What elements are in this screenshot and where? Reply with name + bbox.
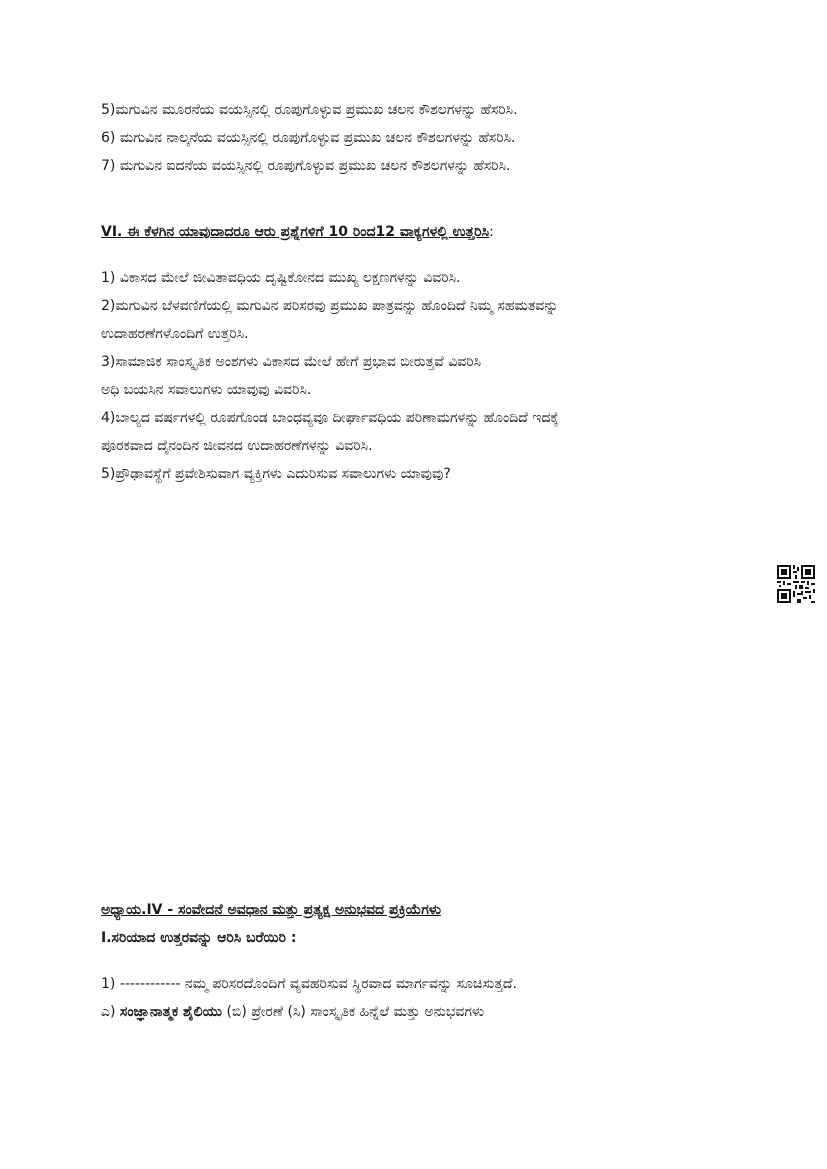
- question-line: ಅಧಿ ಬಯಸಿನ ಸವಾಲುಗಳು ಯಾವುವು ವಿವರಿಸಿ.: [101, 382, 312, 398]
- answer-options: [101, 1002, 484, 1022]
- question-line: 5)ಪ್ರೌಢಾವಸ್ಥೆಗೆ ಪ್ರವೇಶಿಸುವಾಗ ವ್ಯಕ್ತಿಗಳು ಎದುರಿಸುವ ಸವಾಲುಗಳು ಯಾವುವು?: [101, 466, 451, 482]
- section-vi-heading-text: VI. ಈ ಕೆಳಗಿನ ಯಾವುದಾದರೂ ಆರು ಪ್ರಶ್ನೆಗಳಿಗೆ 10 ರಿಂದ12 ವಾಕ್ಯಗಳಲ್ಲಿ ಉತ್ತರಿಸಿ: [101, 224, 490, 240]
- question-line: 2)ಮಗುವಿನ ಬೆಳವಣಿಗೆಯಲ್ಲಿ ಮಗುವಿನ ಪರಿಸರವು ಪ್ರಮುಖ ಪಾತ್ರವನ್ನು ಹೊಂದಿದೆ ನಿಮ್ಮ ಸಹಮತವನ್ನು: [101, 298, 559, 314]
- question-line: 6) ಮಗುವಿನ ನಾಲ್ಕನೆಯ ವಯಸ್ಸಿನಲ್ಲಿ ರೂಪುಗೊಳ್ಳುವ ಪ್ರಮುಖ ಚಲನ ಕೌಶಲಗಳನ್ನು ಹೆಸರಿಸಿ.: [101, 130, 516, 146]
- chapter-title: ಅಧ್ಯಾಯ.IV - ಸಂವೇದನೆ ಅವಧಾನ ಮತ್ತು ಪ್ರತ್ಯಕ್ಷ ಅನುಭವದ ಪ್ರಕ್ರಿಯೆಗಳು: [101, 902, 441, 918]
- question-line: 1) ------------ ನಮ್ಮ ಪರಿಸರದೊಂದಿಗೆ ವ್ಯವಹರಿಸುವ ಸ್ಥಿರವಾದ ಮಾರ್ಗವನ್ನು ಸೂಚಿಸುತ್ತದೆ.: [101, 976, 517, 992]
- option-a-prefix: ಎ): [101, 1004, 120, 1020]
- question-line: ಉದಾಹರಣೆಗಳೊಂದಿಗೆ ಉತ್ತರಿಸಿ.: [101, 326, 249, 342]
- question-line: 5)ಮಗುವಿನ ಮೂರನೆಯ ವಯಸ್ಸಿನಲ್ಲಿ ರೂಪುಗೊಳ್ಳುವ ಪ್ರಮುಖ ಚಲನ ಕೌಶಲಗಳನ್ನು ಹೆಸರಿಸಿ.: [101, 102, 518, 118]
- section-vi-heading: [101, 222, 494, 242]
- question-line: 4)ಬಾಲ್ಯದ ವರ್ಷಗಳಲ್ಲಿ ರೂಪಗೊಂಡ ಬಾಂಧವ್ಯವೂ ದೀರ್ಘಾವಧಿಯ ಪರಿಣಾಮಗಳನ್ನು ಹೊಂದಿದೆ ಇದಕ್ಕೆ: [101, 410, 559, 426]
- option-a-answer: ಸಂಜ್ಞಾನಾತ್ಮಕ ಶೈಲಿಯು: [119, 1004, 223, 1020]
- question-line: ಪೂರಕವಾದ ದೈನಂದಿನ ಜೀವನದ ಉದಾಹರಣೆಗಳನ್ನು ವಿವರಿಸಿ.: [101, 438, 373, 454]
- other-options: (ಬಿ) ಪ್ರೇರಣೆ (ಸಿ) ಸಾಂಸ್ಕೃತಿಕ ಹಿನ್ನೆಲೆ ಮತ್ತು ಅನುಭವಗಳು: [222, 1004, 485, 1020]
- question-line: 1) ವಿಕಾಸದ ಮೇಲೆ ಜೀವಿತಾವಧಿಯ ದೃಷ್ಟಿಕೋನದ ಮುಖ್ಯ ಲಕ್ಷಣಗಳನ್ನು ವಿವರಿಸಿ.: [101, 270, 461, 286]
- question-line: 3)ಸಾಮಾಜಿಕ ಸಾಂಸ್ಕೃತಿಕ ಅಂಶಗಳು ವಿಕಾಸದ ಮೇಲೆ ಹೇಗೆ ಪ್ರಭಾವ ಬೀರುತ್ತವೆ ವಿವರಿಸಿ: [101, 354, 482, 370]
- chapter-subheading: I.ಸರಿಯಾದ ಉತ್ತರವನ್ನು ಆರಿಸಿ ಬರೆಯಿರಿ :: [101, 930, 297, 946]
- question-line: 7) ಮಗುವಿನ ಐದನೆಯ ವಯಸ್ಸಿನಲ್ಲಿ ರೂಪುಗೊಳ್ಳುವ ಪ್ರಮುಖ ಚಲನ ಕೌಶಲಗಳನ್ನು ಹೆಸರಿಸಿ.: [101, 158, 511, 174]
- qr-code-icon: [777, 565, 815, 603]
- heading-colon: :: [489, 224, 494, 240]
